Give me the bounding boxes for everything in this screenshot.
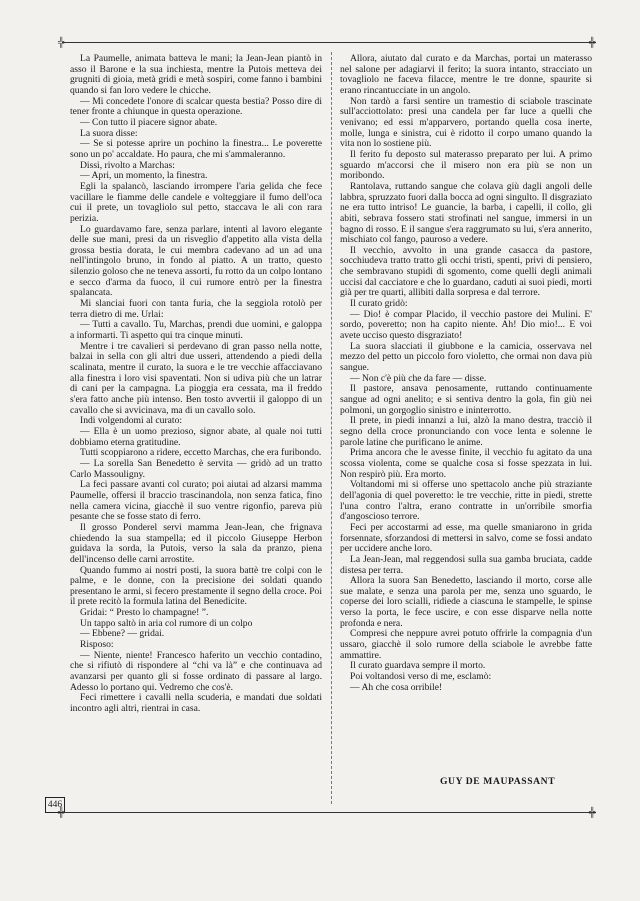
paragraph: — Ella è un uomo prezioso, signor abate, al quale noi tutti dobbiamo eterna gratitudine. [70,425,322,448]
paragraph: — Con tutto il piacere signor abate. [80,116,218,128]
column-divider [331,52,332,804]
paragraph: La Jean-Jean, mal reggendosi sulla sua gamba bruciata, cadde distesa per terra. [340,553,592,576]
page-number: 446 [45,797,65,813]
paragraph: — Non c'è più che da fare — disse. [350,372,487,384]
paragraph: Feci rimettere i cavalli nella scuderia, e mandati due soldati incontro agli altri, rientrai in casa. [70,692,322,715]
paragraph: La suora disse: [80,127,138,139]
paragraph: Egli la spalancò, lasciando irrompere l'aria gelida che fece vacillare le fiamme delle candele e volteggiare il fumo dell'oca cui il prete, un tovagliolo sul petto, staccava le ali con rara perizia. [70,180,322,224]
paragraph: Dissi, rivolto a Marchas: [80,159,175,171]
corner-ornament-bottom-left: ╬ [58,807,65,817]
author-signature: GUY DE MAUPASSANT [440,776,556,787]
paragraph: — La sorella San Benedetto è servita — gridò ad un tratto Carlo Massouligny. [70,457,322,480]
paragraph: — Apri, un momento, la finestra. [80,170,208,182]
paragraph: Risposo: [80,639,114,651]
paragraph: Indi volgendomi al curato: [80,415,183,427]
corner-ornament-bottom-right: ╬ [589,807,596,817]
paragraph: Feci per accostarmi ad esse, ma quelle smaniarono in grida forsennate, sforzandosi di mettersi in salvo, come se fossi andato per uccidere anche loro. [340,521,592,555]
left-column [70,54,322,802]
corner-ornament-top-left: ╬ [58,37,65,47]
paragraph: Lo guardavamo fare, senza parlare, intenti al lavoro elegante delle sue mani, presi da un risveglio d'appetito alla vista della grossa bestia dorata, le cui membra cadevano ad un ad una nell'intingolo bruno, in fondo al piatto. A un tratto, questo silenzio goloso che ne teneva assorti, fu rotto da un colpo lontano e secco d'arma da fuoco, il cui rumore entrò per la finestra spalancata. [70,223,322,299]
paragraph: Tutti scoppiarono a ridere, eccetto Marchas, che era furibondo. [80,447,322,459]
paragraph: Il curato guardava sempre il morto. [350,660,486,672]
right-column [340,54,592,802]
paragraph: Allora, aiutato dal curato e da Marchas, portai un materasso nel salone per adagiarvi il ferito; la suora intanto, stracciato un tovagliolo ne faceva filacce, mentre le tre donne, spaurite si erano rincantucciate in un angolo. [340,54,592,96]
paragraph: — Niente, niente! Francesco haferito un vecchio contadino, che si rifiutò di rispondere al “chi va là” e che continuava ad avanzarsi per quanto gli si fosse ordinato di passare al largo. Adesso lo portano qui. Vedremo che cos'è. [70,649,322,693]
paragraph: Prima ancora che le avesse finite, il vecchio fu agitato da una scossa violenta, come se qualche cosa si fosse spezzata in lui. Non respirò più. Era morto. [340,447,592,480]
paragraph: Il grosso Ponderel servì mamma Jean-Jean, che frignava chiedendo la sua stampella; ed il piccolo Giuseppe Herbon guidava la sorda, la Putois, verso la sala da pranzo, piena dell'incenso delle carni arrostite. [70,521,322,565]
paragraph: La Paumelle, animata batteva le mani; la Jean-Jean piantò in asso il Barone e la sua inchiesta, mentre la Putois metteva dei grugniti di gioia, metà gridi e metà sospiri, come fanno i bambini quando si fan loro vedere le chicche. [70,54,322,96]
paragraph: Poi voltandosi verso di me, esclamò: [350,671,492,683]
paragraph: Non tardò a farsi sentire un tramestio di sciabole trascinate sull'acciottolato: presi una candela per far luce a quelli che venivano; ed essi m'apparvero, portando quella cosa inerte, molle, lunga e sinistra, cui è ridotto il corpo umano quando la vita non lo sostiene più. [340,95,592,150]
top-rule [62,42,596,43]
paragraph: Il vecchio, avvolto in una grande casacca da pastore, socchiudeva tratto tratto gli occhi tristi, spenti, privi di pensiero, che sembravano stupidi di sgomento, come quelli degli animali uccisi dal cacciatore e che lo guardano, caduti ai suoi piedi, morti già per tre quarti, allibiti dalla sorpresa e dal terrore. [340,244,592,299]
paragraph: Rantolava, ruttando sangue che colava giù dagli angoli delle labbra, spruzzato fuori dalla bocca ad ogni singulto. Il disgraziato ne era tutto intriso! Le guancie, la barba, i capelli, il collo, gli abiti, sebrava fossero stati strofinati nel sangue, immersi in un bagno di rosso. E il sangue s'era raggrumato su lui, s'era annerito, mischiato col fango, pauroso a vedere. [340,180,592,246]
paragraph: Allora la suora San Benedetto, lasciando il morto, corse alle sue malate, e senza una parola per me, senza uno sguardo, le coperse dei loro scialli, ridiede a ciascuna le stampelle, le spinse verso la porta, le fece uscire, e con esse disparve nella notte profonda e nera. [340,575,592,629]
paragraph: Il pastore, ansava penosamente, ruttando continuamente sangue ad ogni anelito; e si sentiva dentro la gola, fin giù nei polmoni, un gorgoglio sinistro e ininterrotto. [340,383,592,416]
paragraph: Mentre i tre cavalieri si perdevano di gran passo nella notte, balzai in sella con gli altri due usseri, attendendo a piedi della scalinata, mentre il curato, la suora e le tre vecchie affacciavano alla finestra i loro visi spaventati. Non si udiva più che un latrar di cani per la campagna. La pioggia era cessata, ma il freddo s'era fatto anche più intenso. Ben tosto avvertii il galoppo di un cavallo che si avvicinava, ma di un cavallo solo. [70,340,322,416]
bottom-rule [62,812,596,813]
paragraph: Voltandomi mi si offerse uno spettacolo anche più straziante dell'agonia di quel poveretto: le tre vecchie, ritte in piedi, strette l'una contro l'altra, erano contratte in un'orribile smorfia d'angoscioso terrore. [340,479,592,523]
paragraph: Gridai: “ Presto lo champagne! ”. [80,607,209,619]
paragraph: Il curato gridò: [350,298,408,310]
paragraph: — Se si potesse aprire un pochino la finestra... Le poverette sono un po' accaldate. Ho paura, che mi s'ammaleranno. [70,138,322,160]
paragraph: — Mi concedete l'onore di scalcar questa bestia? Posso dire di tener fronte a chiunque in questa operazione. [70,95,322,118]
paragraph: Il prete, in piedi innanzi a lui, alzò la mano destra, tracciò il segno della croce pronunciando con voce lenta e solenne le parole latine che purificano le anime. [340,415,592,448]
paragraph: Quando fummo ai nostri posti, la suora battè tre colpi con le palme, e le donne, con la precisione dei soldati quando presentano le armi, si fecero prestamente il segno della croce. Poi il prete recitò la formula latina del Benedicite. [70,564,322,608]
paragraph: Mi slanciai fuori con tanta furia, che la seggiola rotolò per terra dietro di me. Urlai: [70,298,322,320]
paragraph: — Dio! è compar Placido, il vecchio pastore dei Mulini. E' sordo, poveretto; non ha capito niente. Ah! Dio mio!... E voi avete ucciso questo disgraziato! [340,308,592,342]
paragraph: — Ah che cosa orribile! [350,681,443,693]
corner-ornament-top-right: ╬ [589,37,596,47]
paragraph: Compresi che neppure avrei potuto offrirle la compagnia d'un ussaro, giacchè il solo rumore della sciabole le avrebbe fatte ammattire. [340,628,592,661]
paragraph: — Ebbene? — gridai. [80,628,165,640]
paragraph: — Tutti a cavallo. Tu, Marchas, prendi due uomini, e galoppa a informarti. Ti aspetto qui tra cinque minuti. [70,319,322,342]
paragraph: La suora slacciati il giubbone e la camicia, osservava nel mezzo del petto un piccolo foro violetto, che ormai non dava più sangue. [340,340,592,374]
paragraph: La feci passare avanti col curato; poi aiutai ad alzarsi mamma Paumelle, offersi il braccio trascinandola, non senza fatica, fino nella camera vicina, giacchè il suo ventre rigonfio, pareva più pesante che se fosse stato di ferro. [70,479,322,523]
paragraph: Il ferito fu deposto sul materasso preparato per lui. A primo sguardo m'accorsi che il misero non era più se non un moribondo. [340,148,592,182]
paragraph: Un tappo saltò in aria col rumore di un colpo [80,617,253,629]
